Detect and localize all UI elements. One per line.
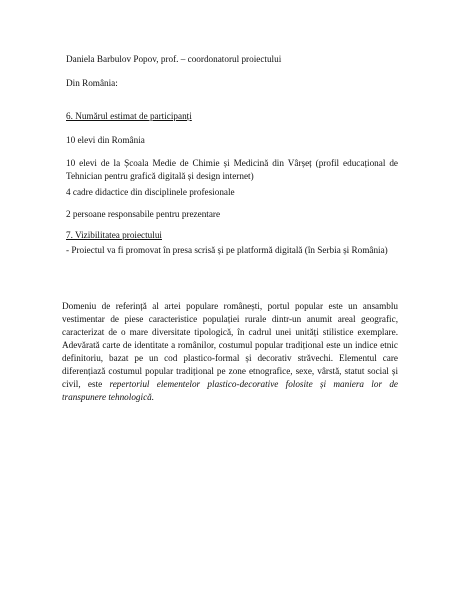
participants-heading: 6. Numărul estimat de participanți xyxy=(66,111,192,121)
essay-text: Domeniu de referință al artei populare românești, portul popular este un ansamblu vestimentar de piese caracteristice populației rurale dintr-un anumit areal geografic, caracterizat de o mare diversitate tipologică, în cadrul unei unități stilistice exemplare. Adevărată carte de identitate a românilor, costumul popular tradițional este un indice etnic definitoriu, bazat pe un cod plastico-formal și decorativ străvechi. Elementul care diferențiază costumul popular tradițional pe zone etnografice, sexe, vârstă, statut social și civil, este xyxy=(62,301,398,389)
participants-item-3: 4 cadre didactice din disciplinele profesionale xyxy=(66,187,235,197)
participants-item-1: 10 elevi din România xyxy=(66,135,145,145)
essay-paragraph xyxy=(62,300,398,404)
essay-emphasis: repertoriul elementelor plastico-decorative folosite și maniera lor de transpunere tehnologică. xyxy=(62,379,398,402)
coordinator-line: Daniela Barbulov Popov, prof. – coordonatorul proiectului xyxy=(66,54,282,64)
from-romania-label: Din România: xyxy=(66,78,118,88)
participants-item-2: 10 elevi de la Școala Medie de Chimie și Medicină din Vârșeț (profil educațional de Tehnician pentru grafică digitală și design internet) xyxy=(66,158,398,181)
visibility-heading: 7. Vizibilitatea proiectului xyxy=(66,230,162,240)
participants-item-4: 2 persoane responsabile pentru prezentare xyxy=(66,209,221,219)
visibility-item: - Proiectul va fi promovat în presa scrisă și pe platformă digitală (în Serbia și România) xyxy=(66,245,388,255)
